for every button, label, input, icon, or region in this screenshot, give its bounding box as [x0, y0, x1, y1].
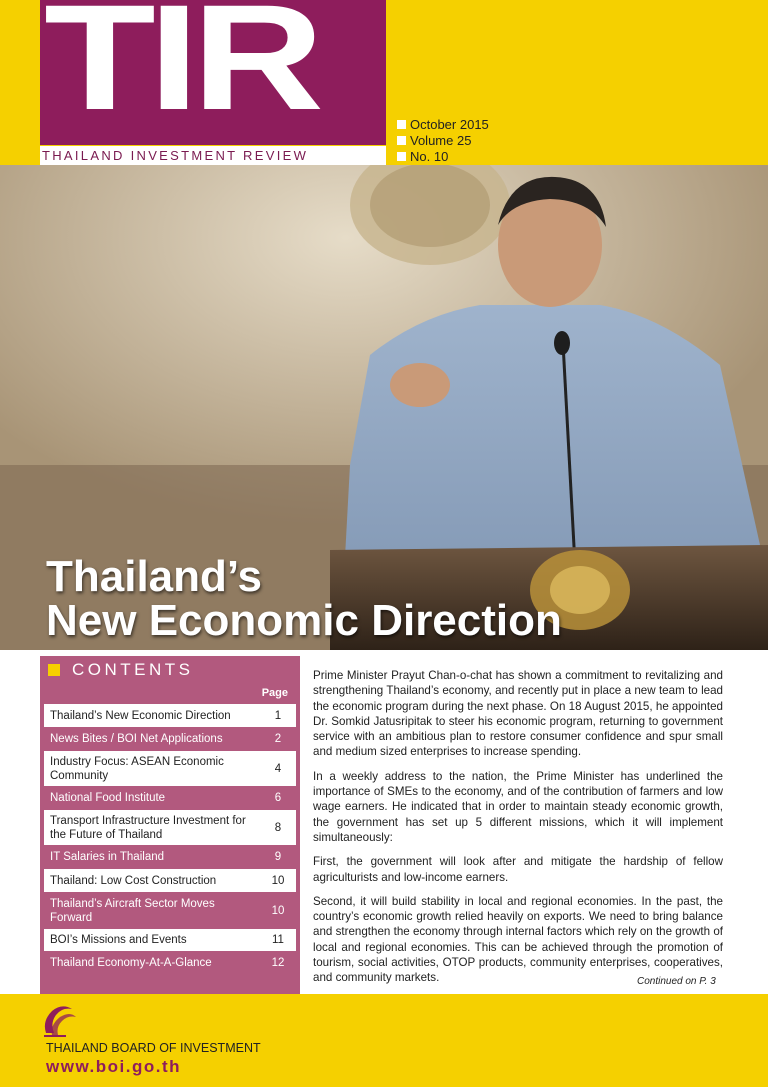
cover-headline: [46, 552, 562, 645]
website-link[interactable]: www.boi.go.th: [46, 1057, 182, 1076]
article-paragraph: In a weekly address to the nation, the Prime Minister has underlined the importance of SMEs to the economy, and of the contribution of farmers and low wage earners. He indicated that in order to maintain steady economic growth, the government has set up 5 different missions, which it will implement simultaneously:: [313, 769, 723, 844]
org-name: THAILAND BOARD OF INVESTMENT: [46, 1041, 261, 1055]
toc-item[interactable]: National Food Institute 6: [44, 787, 296, 809]
issue-volume: Volume 25: [397, 133, 489, 148]
toc-item[interactable]: Thailand Economy-At-A-Glance 12: [44, 952, 296, 974]
bullet-square-icon: [397, 152, 406, 161]
toc-item[interactable]: Thailand: Low Cost Construction 10: [44, 869, 296, 892]
boi-logo-icon: [40, 1003, 80, 1039]
contents-heading: CONTENTS: [48, 660, 194, 680]
issue-info: [397, 117, 489, 165]
tir-logo: [40, 0, 386, 145]
article-paragraph: First, the government will look after and mitigate the hardship of fellow agriculturists and low-income earners.: [313, 855, 723, 884]
toc-item[interactable]: Thailand’s New Economic Direction 1: [44, 704, 296, 727]
article-paragraph: Prime Minister Prayut Chan-o-chat has shown a commitment to revitalizing and strengthening Thailand’s economy, and recently put in place a new team to lead the economic program during the next phase. On 18 August 2015, he appointed Dr. Somkid Jatusripitak to steer his economic program, returning to government service with an ambitious plan to restore consumer confidence and spur small and medium sized enterprises to increase spending.: [313, 669, 723, 759]
logo-text: TIR: [44, 0, 317, 141]
page-column-header: Page: [261, 687, 288, 699]
toc-item[interactable]: BOI’s Missions and Events 11: [44, 929, 296, 951]
bullet-square-icon: [48, 664, 60, 676]
toc-item[interactable]: IT Salaries in Thailand 9: [44, 846, 296, 868]
contents-panel: [40, 656, 300, 994]
toc-item[interactable]: Thailand’s Aircraft Sector Moves Forward 10: [44, 893, 296, 928]
toc-item[interactable]: News Bites / BOI Net Applications 2: [44, 728, 296, 750]
article-body: [313, 668, 723, 995]
issue-number: No. 10: [397, 149, 489, 164]
toc-item[interactable]: Industry Focus: ASEAN Economic Community 4: [44, 751, 296, 786]
article-paragraph: Second, it will build stability in local and regional economies. In the past, the country’s economic growth relied heavily on exports. We need to bring balance and strengthen the economy through internal factors which rely on the growth of local and regional economies. This can be achieved through the promotion of tourism, social activities, OTOP products, community enterprises, cooperatives, and community markets.: [313, 894, 723, 985]
continued-link[interactable]: Continued on P. 3: [637, 976, 716, 987]
headline-line-2: New Economic Direction: [46, 596, 562, 645]
bullet-square-icon: [397, 120, 406, 129]
headline-line-1: Thailand’s: [46, 552, 262, 601]
issue-date: October 2015: [397, 117, 489, 132]
toc-item[interactable]: Transport Infrastructure Investment for the Future of Thailand 8: [44, 810, 296, 845]
bullet-square-icon: [397, 136, 406, 145]
masthead-subtitle: THAILAND INVESTMENT REVIEW: [40, 146, 386, 165]
